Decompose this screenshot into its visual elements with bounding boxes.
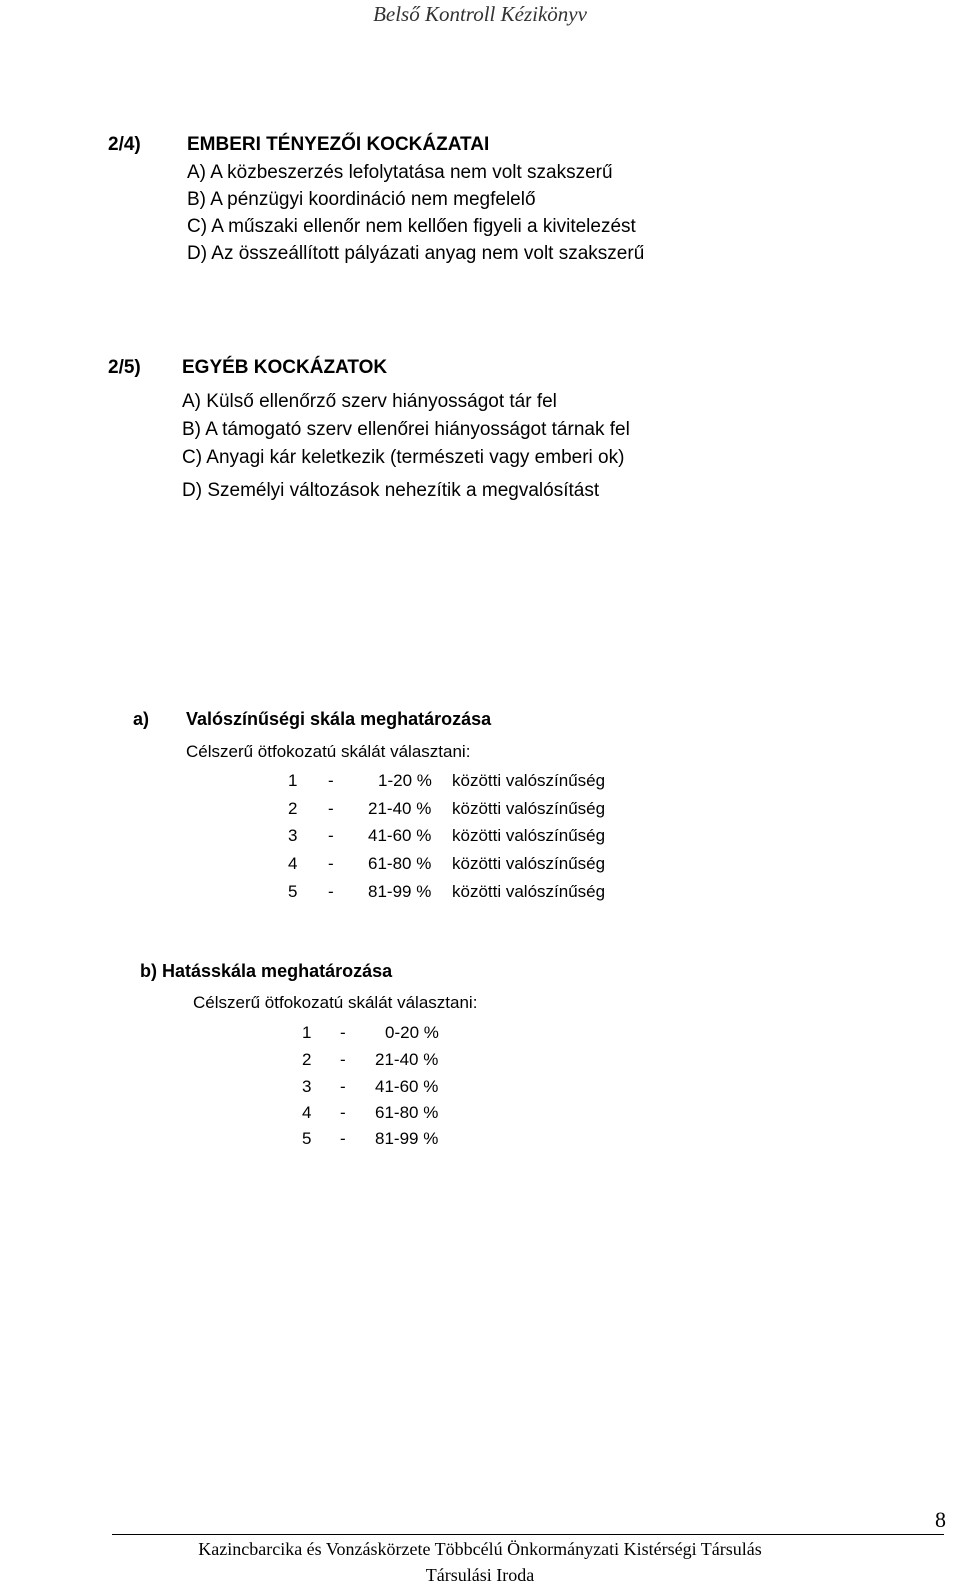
risk-item: A) A közbeszerzés lefolytatása nem volt szakszerű	[187, 162, 613, 183]
risk-item: B) A pénzügyi koordináció nem megfelelő	[187, 189, 536, 210]
risk-item: B) A támogató szerv ellenőrei hiányosságot tárnak fel	[182, 419, 630, 440]
scale-range: 61-80 %	[368, 854, 432, 873]
scale-row	[0, 799, 960, 821]
scale-range: 0-20 %	[385, 1023, 439, 1042]
scale-level: 2	[302, 1050, 312, 1069]
scale-text: közötti valószínűség	[452, 799, 606, 818]
scale-row	[0, 854, 960, 876]
scale-row	[0, 1077, 960, 1099]
scale-level: 5	[288, 882, 298, 901]
scale-range: 81-99 %	[375, 1129, 439, 1148]
scale-range: 61-80 %	[375, 1103, 439, 1122]
scale-dash: -	[328, 826, 334, 845]
scale-level: 2	[288, 799, 298, 818]
scale-dash: -	[328, 771, 334, 790]
scale-title: Valószínűségi skála meghatározása	[186, 709, 492, 729]
scale-text: közötti valószínűség	[452, 854, 606, 873]
scale-dash: -	[340, 1103, 346, 1122]
section-number: 2/5)	[108, 357, 141, 378]
scale-range: 41-60 %	[368, 826, 432, 845]
scale-dash: -	[340, 1023, 346, 1042]
scale-text: közötti valószínűség	[452, 771, 606, 790]
scale-level: 4	[288, 854, 298, 873]
footer-office: Társulási Iroda	[425, 1565, 535, 1585]
scale-level: 3	[302, 1077, 312, 1096]
scale-text: közötti valószínűség	[452, 826, 606, 845]
risk-item: C) Anyagi kár keletkezik (természeti vagy emberi ok)	[182, 447, 625, 468]
footer-divider	[112, 1534, 944, 1535]
scale-level: 1	[302, 1023, 312, 1042]
scale-level: 1	[288, 771, 298, 790]
scale-row	[0, 1023, 960, 1045]
risk-item: A) Külső ellenőrző szerv hiányosságot tár fel	[182, 391, 557, 412]
scale-intro: Célszerű ötfokozatú skálát választani:	[186, 742, 471, 761]
risk-item: D) Az összeállított pályázati anyag nem volt szakszerű	[187, 243, 645, 264]
scale-range: 21-40 %	[368, 799, 432, 818]
scale-intro: Célszerű ötfokozatú skálát választani:	[193, 993, 478, 1012]
scale-row	[0, 1103, 960, 1125]
scale-range: 21-40 %	[375, 1050, 439, 1069]
section-number: 2/4)	[108, 134, 141, 155]
scale-row	[0, 882, 960, 904]
scale-dash: -	[328, 854, 334, 873]
scale-range: 1-20 %	[378, 771, 432, 790]
scale-label: a)	[133, 709, 150, 729]
scale-row	[0, 1129, 960, 1151]
scale-dash: -	[328, 882, 334, 901]
footer-organization: Kazincbarcika és Vonzáskörzete Többcélú Önkormányzati Kistérségi Társulás	[198, 1539, 762, 1559]
scale-level: 4	[302, 1103, 312, 1122]
scale-text: közötti valószínűség	[452, 882, 606, 901]
risk-item: D) Személyi változások nehezítik a megvalósítást	[182, 480, 600, 501]
section-title: EGYÉB KOCKÁZATOK	[182, 357, 388, 378]
scale-title: b) Hatásskála meghatározása	[140, 961, 393, 981]
scale-row	[0, 826, 960, 848]
scale-row	[0, 1050, 960, 1072]
scale-row	[0, 771, 960, 793]
page-header-title: Belső Kontroll Kézikönyv	[373, 2, 587, 26]
section-title: EMBERI TÉNYEZŐI KOCKÁZATAI	[187, 134, 490, 155]
risk-item: C) A műszaki ellenőr nem kellően figyeli a kivitelezést	[187, 216, 636, 237]
scale-level: 5	[302, 1129, 312, 1148]
scale-dash: -	[328, 799, 334, 818]
scale-range: 81-99 %	[368, 882, 432, 901]
scale-dash: -	[340, 1129, 346, 1148]
scale-dash: -	[340, 1077, 346, 1096]
scale-dash: -	[340, 1050, 346, 1069]
page-number: 8	[935, 1507, 946, 1532]
scale-level: 3	[288, 826, 298, 845]
scale-range: 41-60 %	[375, 1077, 439, 1096]
